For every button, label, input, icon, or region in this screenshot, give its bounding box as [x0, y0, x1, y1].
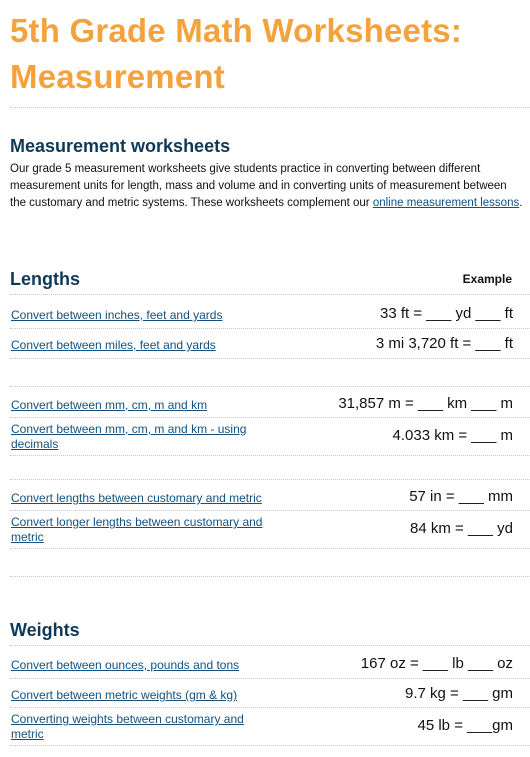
worksheet-link[interactable]: Convert between mm, cm, m and km — [11, 398, 208, 412]
worksheet-link[interactable]: Convert between mm, cm, m and km - using decimals — [11, 422, 247, 451]
worksheet-link[interactable]: Convert between inches, feet and yards — [11, 308, 223, 322]
example-column-header: Example — [462, 272, 512, 286]
intro-end: . — [519, 197, 523, 209]
row-divider — [10, 548, 530, 549]
section-heading-measurement: Measurement worksheets — [10, 136, 231, 156]
online-lessons-link[interactable]: online measurement lessons — [372, 197, 520, 209]
example-expression: 33 ft = ___ yd ___ ft — [379, 305, 513, 322]
row-divider — [10, 510, 530, 511]
example-expression: 9.7 kg = ___ gm — [405, 685, 513, 702]
worksheet-link[interactable]: Convert longer lengths between customary and metric — [11, 515, 263, 544]
group-divider — [10, 386, 530, 387]
example-expression: 45 lb = ___gm — [417, 717, 513, 734]
intro-paragraph — [10, 161, 525, 212]
row-divider — [10, 745, 530, 746]
row-divider — [10, 678, 530, 679]
example-expression: 3 mi 3,720 ft = ___ ft — [375, 335, 513, 352]
row-divider — [10, 358, 530, 359]
section-heading-weights: Weights — [10, 620, 80, 640]
example-expression: 4.033 km = ___ m — [392, 427, 513, 444]
example-expression: 31,857 m = ___ km ___ m — [338, 395, 513, 412]
worksheet-link[interactable]: Convert between miles, feet and yards — [11, 338, 216, 352]
group-divider — [10, 576, 530, 577]
row-divider — [10, 455, 530, 456]
divider — [10, 107, 530, 108]
intro-text: Our grade 5 measurement worksheets give students practice in converting between different measurement units for length, mass and volume and in converting units of measurement between the customary and metric systems. These worksheets complement our — [10, 163, 507, 209]
worksheet-link[interactable]: Convert between ounces, pounds and tons — [11, 658, 240, 672]
example-expression: 84 km = ___ yd — [410, 520, 513, 537]
example-expression: 57 in = ___ mm — [409, 488, 513, 505]
worksheet-link[interactable]: Convert lengths between customary and metric — [11, 491, 262, 505]
divider — [10, 294, 530, 295]
row-divider — [10, 707, 530, 708]
group-divider — [10, 479, 530, 480]
row-divider — [10, 328, 530, 329]
section-heading-lengths: Lengths — [10, 269, 80, 289]
divider — [10, 645, 530, 646]
example-expression: 167 oz = ___ lb ___ oz — [360, 655, 513, 672]
worksheet-link[interactable]: Converting weights between customary and metric — [11, 712, 244, 741]
page-title: 5th Grade Math Worksheets: Measurement — [10, 12, 463, 95]
row-divider — [10, 417, 530, 418]
worksheet-link[interactable]: Convert between metric weights (gm & kg) — [11, 688, 238, 702]
